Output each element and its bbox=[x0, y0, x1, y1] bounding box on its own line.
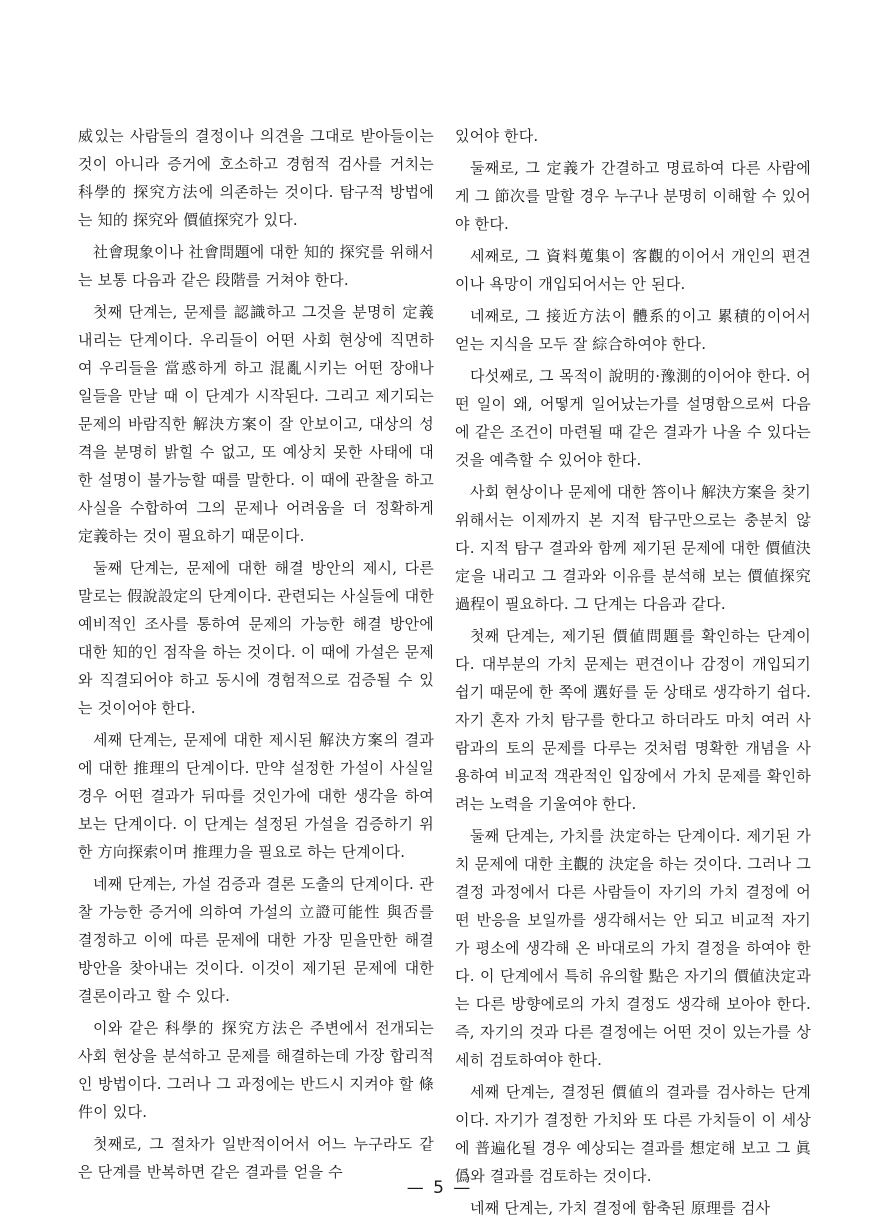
paragraph: 다섯째로, 그 목적이 說明的·豫測的이어야 한다. 어떤 일이 왜, 어떻게 일어났는가를 설명함으로써 다음에 같은 조건이 마련될 때 같은 결과가 나올 수 있다는 것을 예측할 수 있어야 한다. bbox=[455, 367, 811, 469]
paragraph: 네째로, 그 接近方法이 體系的이고 累積的이어서 얻는 지식을 모두 잘 綜合하여야 한다. bbox=[455, 307, 811, 353]
paragraph: 사회 현상이나 문제에 대한 答이나 解決方案을 찾기 위해서는 이제까지 본 지적 탐구만으로는 충분치 않다. 지적 탐구 결과와 함께 제기된 문제에 대한 價値決定을 내리고 그 결과와 이유를 분석해 보는 價値探究過程이 필요하다. 그 단계는 다음과 같다. bbox=[455, 483, 811, 613]
paragraph: 둘째 단계는, 가치를 決定하는 단계이다. 제기된 가치 문제에 대한 主觀的 決定을 하는 것이다. 그러나 그 결정 과정에서 다른 사람들이 자기의 가치 결정에 어떤 반응을 보일까를 생각해서는 안 되고 비교적 자기가 평소에 생각해 온 바대로의 가치 결정을 하여야 한다. 이 단계에서 특히 유의할 點은 자기의 價値決定과는 다른 방향에로의 가치 결정도 생각해 보아야 한다. 즉, 자기의 것과 다른 결정에는 어떤 것이 있는가를 상세히 검토하여야 한다. bbox=[455, 827, 811, 1069]
paragraph: 세째 단계는, 문제에 대한 제시된 解決方案의 결과에 대한 推理의 단계이다. 만약 설정한 가설이 사실일 경우 어떤 결과가 뒤따를 것인가에 대한 생각을 하여 보는 단계이다. 이 단계는 설정된 가설을 검증하기 위한 方向探索이며 推理力을 필요로 하는 단계이다. bbox=[78, 731, 434, 861]
paragraph: 첫째로, 그 절차가 일반적이어서 어느 누구라도 같은 단계를 반복하면 같은 결과를 얻을 수 bbox=[78, 1135, 434, 1181]
page-number: — 5 — bbox=[406, 1178, 473, 1198]
left-column bbox=[78, 122, 434, 1186]
paragraph: 있어야 한다. bbox=[455, 127, 539, 145]
paragraph: 社會現象이나 社會問題에 대한 知的 探究를 위해서는 보통 다음과 같은 段階를 거쳐야 한다. bbox=[78, 243, 434, 289]
right-column bbox=[455, 122, 811, 1222]
paragraph: 이와 같은 科學的 探究方法은 주변에서 전개되는 사회 현상을 분석하고 문제를 해결하는데 가장 합리적인 방법이다. 그러나 그 과정에는 반드시 지켜야 할 條件이 있다. bbox=[78, 1019, 434, 1121]
paragraph: 네째 단계는, 가설 검증과 결론 도출의 단계이다. 관찰 가능한 증거에 의하여 가설의 立證可能性 與否를 결정하고 이에 따른 문제에 대한 가장 믿을만한 해결 방안을 찾아내는 것이다. 이것이 제기된 문제에 대한 결론이라고 할 수 있다. bbox=[78, 875, 434, 1005]
paragraph: 세째 단계는, 결정된 價値의 결과를 검사하는 단계이다. 자기가 결정한 가치와 또 다른 가치들이 이 세상에 普遍化될 경우 예상되는 결과를 想定해 보고 그 眞僞와 결과를 검토하는 것이다. bbox=[455, 1083, 811, 1185]
paragraph: 둘째로, 그 定義가 간결하고 명료하여 다른 사람에게 그 節次를 말할 경우 누구나 분명히 이해할 수 있어야 한다. bbox=[455, 159, 811, 233]
paragraph: 네째 단계는, 가치 결정에 함축된 原理를 검사 bbox=[470, 1199, 771, 1217]
paragraph: 첫째 단계는, 문제를 認識하고 그것을 분명히 定義 내리는 단계이다. 우리들이 어떤 사회 현상에 직면하여 우리들을 當惑하게 하고 混亂시키는 어떤 장애나 일들을 만날 때 이 단계가 시작된다. 그리고 제기되는 문제의 바람직한 解決方案이 잘 안보이고, 대상의 성격을 분명히 밝힐 수 없고, 또 예상치 못한 사태에 대한 설명이 불가능할 때를 말한다. 이 때에 관찰을 하고 사실을 수합하여 그의 문제나 어려움을 더 정확하게 定義하는 것이 필요하기 때문이다. bbox=[78, 303, 434, 545]
paragraph: 세째로, 그 資料蒐集이 客觀的이어서 개인의 편견이나 욕망이 개입되어서는 안 된다. bbox=[455, 247, 811, 293]
paragraph: 威있는 사람들의 결정이나 의견을 그대로 받아들이는 것이 아니라 증거에 호소하고 경험적 검사를 거치는 科學的 探究方法에 의존하는 것이다. 탐구적 방법에는 知的 探究와 價値探究가 있다. bbox=[78, 127, 434, 229]
paragraph: 첫째 단계는, 제기된 價値問題를 확인하는 단계이다. 대부분의 가치 문제는 편견이나 감정이 개입되기 쉽기 때문에 한 쪽에 選好를 둔 상태로 생각하기 쉽다. 자기 혼자 가치 탐구를 한다고 하더라도 마치 여러 사람과의 토의 문제를 다루는 것처럼 명확한 개념을 사용하여 비교적 객관적인 입장에서 가치 문제를 확인하려는 노력을 기울여야 한다. bbox=[455, 627, 811, 813]
paragraph: 둘째 단계는, 문제에 대한 해결 방안의 제시, 다른 말로는 假說設定의 단계이다. 관련되는 사실들에 대한 예비적인 조사를 통하여 문제의 가능한 해결 방안에 대한 知的인 점작을 하는 것이다. 이 때에 가설은 문제와 직결되어야 하고 동시에 경험적으로 검증될 수 있는 것이어야 한다. bbox=[78, 559, 434, 717]
